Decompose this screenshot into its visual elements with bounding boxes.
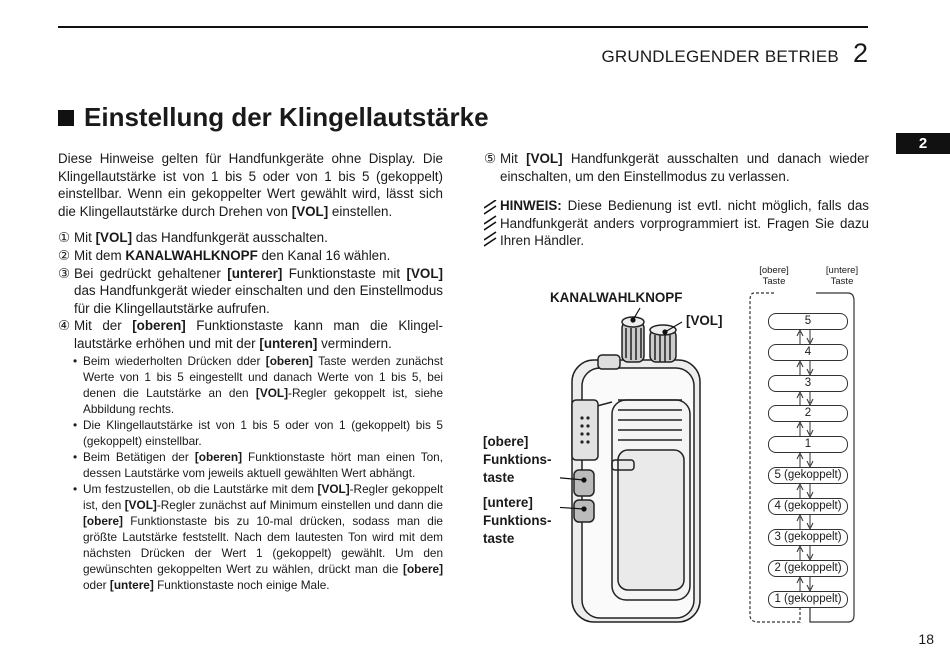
title-square-icon bbox=[58, 110, 74, 126]
up-arrow bbox=[797, 577, 803, 591]
right-column bbox=[484, 150, 869, 253]
down-arrow bbox=[807, 361, 813, 375]
step-4: ④ Mit der [oberen] Funktionstaste kann man die Klingellautstärke erhöhen und mit der [unteren] vermindern. bbox=[58, 318, 443, 351]
kanal-label: KANALWAHLKNOPF bbox=[550, 290, 683, 305]
bullet-3: • Beim Betätigen der [oberen] Funktionstaste hört man einen Ton, dessen Lautstärke vom jeweils aktuell gewählten Wert abhängt. bbox=[73, 449, 444, 480]
down-arrow bbox=[807, 330, 813, 344]
step-2: ② Mit dem KANALWAHLKNOPF den Kanal 16 wählen. bbox=[58, 247, 391, 263]
note-label: HINWEIS: bbox=[500, 198, 562, 214]
level-box: 5 (gekoppelt) bbox=[768, 467, 848, 484]
up-arrow bbox=[797, 392, 803, 405]
level-box: 3 (gekoppelt) bbox=[768, 529, 848, 546]
page-number: 18 bbox=[918, 631, 934, 647]
step-5: ⑤ Mit [VOL] Handfunkgerät ausschalten und danach wieder einschalten, um den Einstellmodus zu verlassen. bbox=[484, 151, 869, 184]
radio-illustration bbox=[560, 300, 723, 630]
page-header bbox=[601, 38, 868, 69]
step-1: ① Mit [VOL] das Handfunkgerät ausschalten. bbox=[58, 230, 328, 246]
level-box: 4 (gekoppelt) bbox=[768, 498, 848, 515]
level-box: 2 bbox=[768, 405, 848, 422]
step-3: ③ Bei gedrückt gehaltener [unterer] Funktionstaste mit [VOL] das Handfunkgerät wieder einschalten und den Einstellmodus für die Klingellautstärke aufrufen. bbox=[58, 265, 443, 316]
down-arrow bbox=[807, 422, 813, 436]
upper-key-label: [obere] Funktions- taste bbox=[483, 434, 552, 485]
down-arrow bbox=[807, 484, 813, 498]
note-stripes-icon bbox=[484, 200, 500, 253]
section-title: GRUNDLEGENDER BETRIEB bbox=[601, 47, 839, 66]
up-arrow bbox=[797, 330, 803, 344]
level-box: 1 (gekoppelt) bbox=[768, 591, 848, 608]
down-arrow bbox=[807, 392, 813, 405]
up-arrow bbox=[797, 546, 803, 560]
lower-key-label: [untere] Funktions- taste bbox=[483, 495, 552, 546]
down-arrow bbox=[807, 577, 813, 591]
col-header-obere: [obere] Taste bbox=[759, 265, 789, 287]
level-box: 4 bbox=[768, 344, 848, 361]
down-arrow bbox=[807, 546, 813, 560]
intro-paragraph: Diese Hinweise gelten für Handfunkgeräte ohne Display. Die Klingellautstärke ist von 1 bis 5 oder von 1 bis 5 (gekoppelt) einstellbar. Wenn ein gekoppelter Wert gewählt wird, lässt sich die Klingellautstärke durch Drehen von [VOL] einstellen. bbox=[58, 151, 443, 219]
bullet-2: • Die Klingellautstärke ist von 1 bis 5 oder von 1 (gekoppelt) bis 5 (gekoppelt) einstellbar. bbox=[73, 417, 443, 448]
col-header-untere: [untere] Taste bbox=[825, 265, 859, 287]
level-box: 3 bbox=[768, 375, 848, 392]
bullet-4: • Um festzustellen, ob die Lautstärke mit dem [VOL]-Regler gekoppelt ist, den [VOL]-Regler zunächst auf Minimum einstellen und dann die [obere] Funktionstaste bis zu 10-mal drücken, sodass man die größte Lautstärke feststellt. Nach dem lautesten Ton wird mit dem nächsten Drücken der Wert 1 (gekoppelt) gewählt. Um den gewünschten gekoppelten Wert zu wählen, drückt man die [obere] oder [untere] Funktionstaste noch einige Male. bbox=[73, 481, 443, 592]
chapter-side-tab: 2 bbox=[896, 133, 950, 154]
level-box: 5 bbox=[768, 313, 848, 330]
level-cycle-diagram bbox=[740, 285, 870, 630]
up-arrow bbox=[797, 453, 803, 467]
left-column bbox=[58, 150, 443, 593]
down-arrow bbox=[807, 515, 813, 529]
page-title bbox=[58, 102, 489, 133]
up-arrow bbox=[797, 361, 803, 375]
vol-label: [VOL] bbox=[686, 313, 723, 328]
up-arrow bbox=[797, 515, 803, 529]
header-rule bbox=[58, 26, 868, 28]
level-box: 1 bbox=[768, 436, 848, 453]
up-arrow bbox=[797, 484, 803, 498]
level-box: 2 (gekoppelt) bbox=[768, 560, 848, 577]
note-box: HINWEIS: Diese Bedienung ist evtl. nicht möglich, falls das Handfunkgerät anders vorprogrammiert ist. Fragen Sie dazu Ihren Händler. bbox=[484, 197, 869, 253]
up-arrow bbox=[797, 422, 803, 436]
down-arrow bbox=[807, 453, 813, 467]
title-text: Einstellung der Klingellautstärke bbox=[84, 102, 489, 132]
bullet-1: • Beim wiederholten Drücken dder [oberen] Taste werden zunächst Werte von 1 bis 5 eingestellt und danach Werte von 1 bis 5, bei denen die Lautstärke an den [VOL]-Regler gekoppelt ist, siehe Abbildung rechts. bbox=[73, 353, 444, 416]
chapter-number: 2 bbox=[852, 38, 868, 68]
